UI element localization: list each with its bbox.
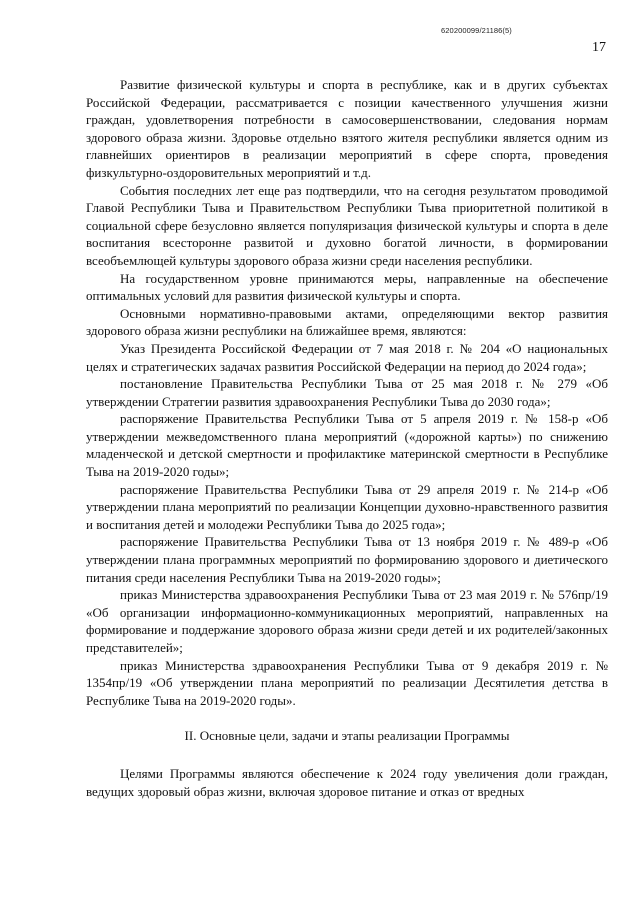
- paragraph-program-goals: Целями Программы являются обеспечение к 2024 году увеличения доли граждан, ведущих здоровый образ жизни, включая здоровое питание и отказ от вредных: [86, 765, 608, 799]
- legal-act-resolution-279: постановление Правительства Республики Тыва от 25 мая 2018 г. № 279 «Об утверждении Стратегии развития здравоохранения Республики Тыва до 2030 года»;: [86, 376, 608, 409]
- legal-act-ministry-order-576: приказ Министерства здравоохранения Республики Тыва от 23 мая 2019 г. № 576пр/19 «Об организации информационно-коммуникационных мероприятий, направленных на формирование и поддержание здорового образа жизни среди детей и их родителей/законных представителей»;: [86, 587, 608, 655]
- legal-act-order-158: распоряжение Правительства Республики Тыва от 5 апреля 2019 г. № 158-р «Об утверждении межведомственного плана мероприятий («дорожной карты») по снижению младенческой и детской смертности и профилактике материнской смертности в Республике Тыва на 2019-2020 годы»;: [86, 411, 608, 480]
- page-number: 17: [592, 40, 606, 55]
- legal-act-ministry-order-1354: приказ Министерства здравоохранения Республики Тыва от 9 декабря 2019 г. № 1354пр/19 «Об утверждении плана мероприятий по реализации Десятилетия детства в Республике Тыва на 2019-2020 годы».: [86, 657, 608, 708]
- legal-act-order-489: распоряжение Правительства Республики Тыва от 13 ноября 2019 г. № 489-р «Об утверждении плана программных мероприятий по формированию здорового и диетического питания среди населения Республики Тыва на 2019-2020 годы»;: [86, 534, 608, 585]
- legal-act-presidential-decree: Указ Президента Российской Федерации от 7 мая 2018 г. № 204 «О национальных целях и стратегических задачах развития Российской Федерации на период до 2024 года»;: [86, 340, 608, 374]
- paragraph-recent-events: События последних лет еще раз подтвердили, что на сегодня результатом проводимой Главой Республики Тыва и Правительством Республики Тыва приоритетной политикой в социальной сфере безусловно является популяризация физической культуры и спорта в деле воспитания всесторонне развитой и духовно богатой личности, в формировании всеобъемлющей культуры здорового образа жизни среди населения республики.: [86, 182, 608, 268]
- paragraph-legal-acts-intro: Основными нормативно-правовыми актами, определяющими вектор развития здорового образа жизни республики на ближайшее время, являются:: [86, 305, 608, 339]
- paragraph-physical-culture-development: Развитие физической культуры и спорта в республике, как и в других субъектах Российской Федерации, рассматривается с позиции качественного улучшения жизни граждан, удовлетворения потребности в самосовершенствовании, следования нормам здорового образа жизни. Здоровье отдельно взятого жителя республики является одним из главнейших ориентиров в реализации мероприятий в сфере спорта, проведения физкультурно-оздоровительных мероприятий и т.д.: [86, 77, 608, 180]
- paragraph-state-measures: На государственном уровне принимаются меры, направленные на обеспечение оптимальных условий для развития физической культуры и спорта.: [86, 270, 608, 304]
- document-body: [86, 76, 608, 800]
- legal-act-order-214: распоряжение Правительства Республики Тыва от 29 апреля 2019 г. № 214-р «Об утверждении плана мероприятий по реализации Концепции духовно-нравственного развития и воспитания детей и молодежи Республики Тыва до 2025 года»;: [86, 481, 608, 532]
- document-id: 620200099/21186(5): [441, 26, 512, 35]
- section-heading: II. Основные цели, задачи и этапы реализации Программы: [184, 728, 510, 744]
